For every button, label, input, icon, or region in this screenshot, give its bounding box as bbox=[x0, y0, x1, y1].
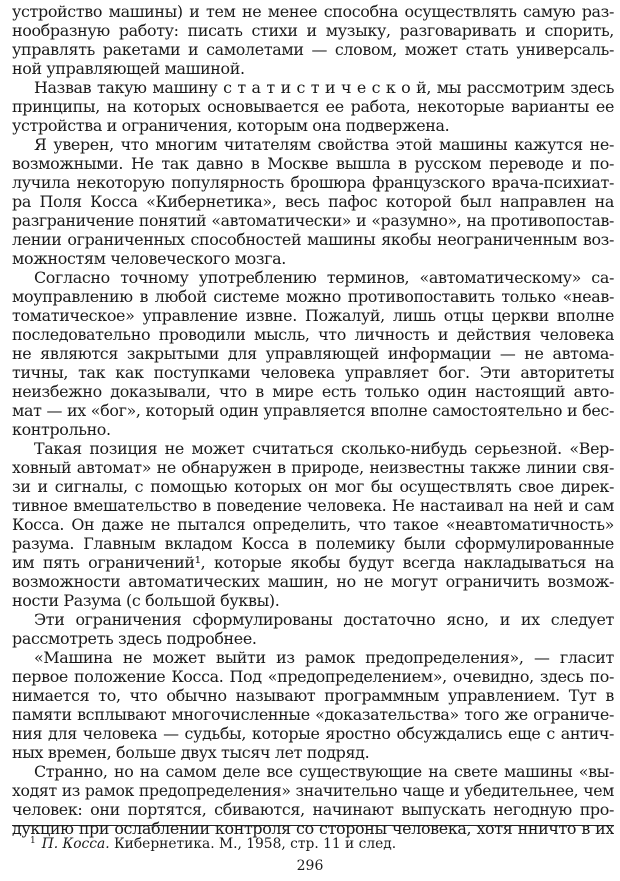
text-line: Странно, но на самом деле все существующие на свете машины «вы- bbox=[34, 762, 614, 781]
text-line: «Машина не может выйти из рамок предопределения», — гласит bbox=[34, 648, 614, 667]
text-line: Косса. Он даже не пытался определить, что такое «неавтоматичность» bbox=[12, 515, 614, 534]
text-line: рассмотреть здесь подробнее. bbox=[12, 629, 257, 648]
text-line: зи и сигналы, с помощью которых он мог бы осуществлять свое дирек- bbox=[12, 477, 614, 496]
text-line: можностям человеческого мозга. bbox=[12, 249, 286, 268]
text-line: последовательно проводили мысль, что личность и действия человека bbox=[12, 325, 614, 344]
text-line: не являются закрытыми для управляющей информации — не автома- bbox=[12, 344, 614, 363]
text-line: томатическое» управление извне. Пожалуй, лишь отцы церкви вполне bbox=[12, 306, 614, 325]
text-line: человек: они портятся, сбиваются, начинают выпускать негодную про- bbox=[12, 800, 614, 819]
text-line: ния для человека — судьбы, которые яростно обсуждались еще с антич- bbox=[12, 724, 614, 743]
footnote-text: Кибернетика. М., 1958, стр. 11 и след. bbox=[113, 836, 397, 852]
text-line: возможности автоматических машин, но не могут ограничить возмож- bbox=[12, 572, 614, 591]
text-line: Эти ограничения сформулированы достаточно ясно, и их следует bbox=[34, 610, 614, 629]
text-line: нообразную работу: писать стихи и музыку, разговаривать и спорить, bbox=[12, 21, 614, 40]
footnote-author: П. Косса. bbox=[41, 836, 110, 852]
text-line: Согласно точному употреблению терминов, «автоматическому» са- bbox=[34, 268, 614, 287]
text-line: неизбежно доказывали, что в мире есть только один настоящий авто- bbox=[12, 382, 614, 401]
text-line: контрольно. bbox=[12, 420, 111, 439]
text-line: первое положение Косса. Под «предопределением», очевидно, здесь по- bbox=[12, 667, 614, 686]
text-line: ности Разума (с большой буквы). bbox=[12, 591, 280, 610]
footnote bbox=[30, 833, 396, 852]
text-line: лении ограниченных способностей машины якобы неограниченным воз- bbox=[12, 230, 614, 249]
text-line: разграничение понятий «автоматически» и «разумно», на противопостав- bbox=[12, 211, 614, 230]
text-line: памяти всплывают многочисленные «доказательства» того же ограниче- bbox=[12, 705, 614, 724]
page-number: 296 bbox=[296, 858, 324, 874]
text-line: ных времен, больше двух тысяч лет подряд. bbox=[12, 743, 370, 762]
text-line: моуправлению в любой системе можно противопоставить только «неав- bbox=[12, 287, 614, 306]
text-line: возможными. Не так давно в Москве вышла в русском переводе и по- bbox=[12, 154, 614, 173]
text-line: ходят из рамок предопределения» значительно чаще и убедительнее, чем bbox=[12, 781, 614, 800]
text-line: ховный автомат» не обнаружен в природе, неизвестны также линии свя- bbox=[12, 458, 614, 477]
text-line: разума. Главным вкладом Косса в полемику были сформулированные bbox=[12, 534, 614, 553]
text-line: устройство машины) и тем не менее способна осуществлять самую раз- bbox=[12, 2, 614, 21]
text-line: дукцию при ослаблении контроля со стороны человека, хотя нничто в их bbox=[12, 819, 614, 838]
text-line: тичны, так как поступками человека управляет бог. Эти авторитеты bbox=[12, 363, 614, 382]
text-line: принципы, на которых основывается ее работа, некоторые варианты ее bbox=[12, 97, 614, 116]
text-line: Я уверен, что многим читателям свойства этой машины кажутся не- bbox=[34, 135, 614, 154]
text-line: Такая позиция не может считаться сколько-нибудь серьезной. «Вер- bbox=[34, 439, 614, 458]
text-line: тивное вмешательство в поведение человека. Не настаивал на ней и сам bbox=[12, 496, 614, 515]
text-line: управлять ракетами и самолетами — словом, может стать универсаль- bbox=[12, 40, 614, 59]
text-line: ной управляющей машиной. bbox=[12, 59, 245, 78]
text-line: лучила некоторую популярность брошюра французского врача-психиат- bbox=[12, 173, 614, 192]
text-line: им пять ограничений¹, которые якобы будут всегда накладываться на bbox=[12, 553, 614, 572]
footnote-divider bbox=[12, 825, 614, 826]
text-line: Назвав такую машину с т а т и с т и ч е с к о й, мы рассмотрим здесь bbox=[34, 78, 614, 97]
footnote-mark: 1 bbox=[30, 836, 36, 846]
text-line: устройства и ограничения, которым она подвержена. bbox=[12, 116, 450, 135]
text-line: мат — их «бог», который один управляется вполне самостоятельно и бес- bbox=[12, 401, 614, 420]
text-line: ра Поля Косса «Кибернетика», весь пафос которой был направлен на bbox=[12, 192, 614, 211]
text-line: нимается то, что обычно называют программным управлением. Тут в bbox=[12, 686, 614, 705]
